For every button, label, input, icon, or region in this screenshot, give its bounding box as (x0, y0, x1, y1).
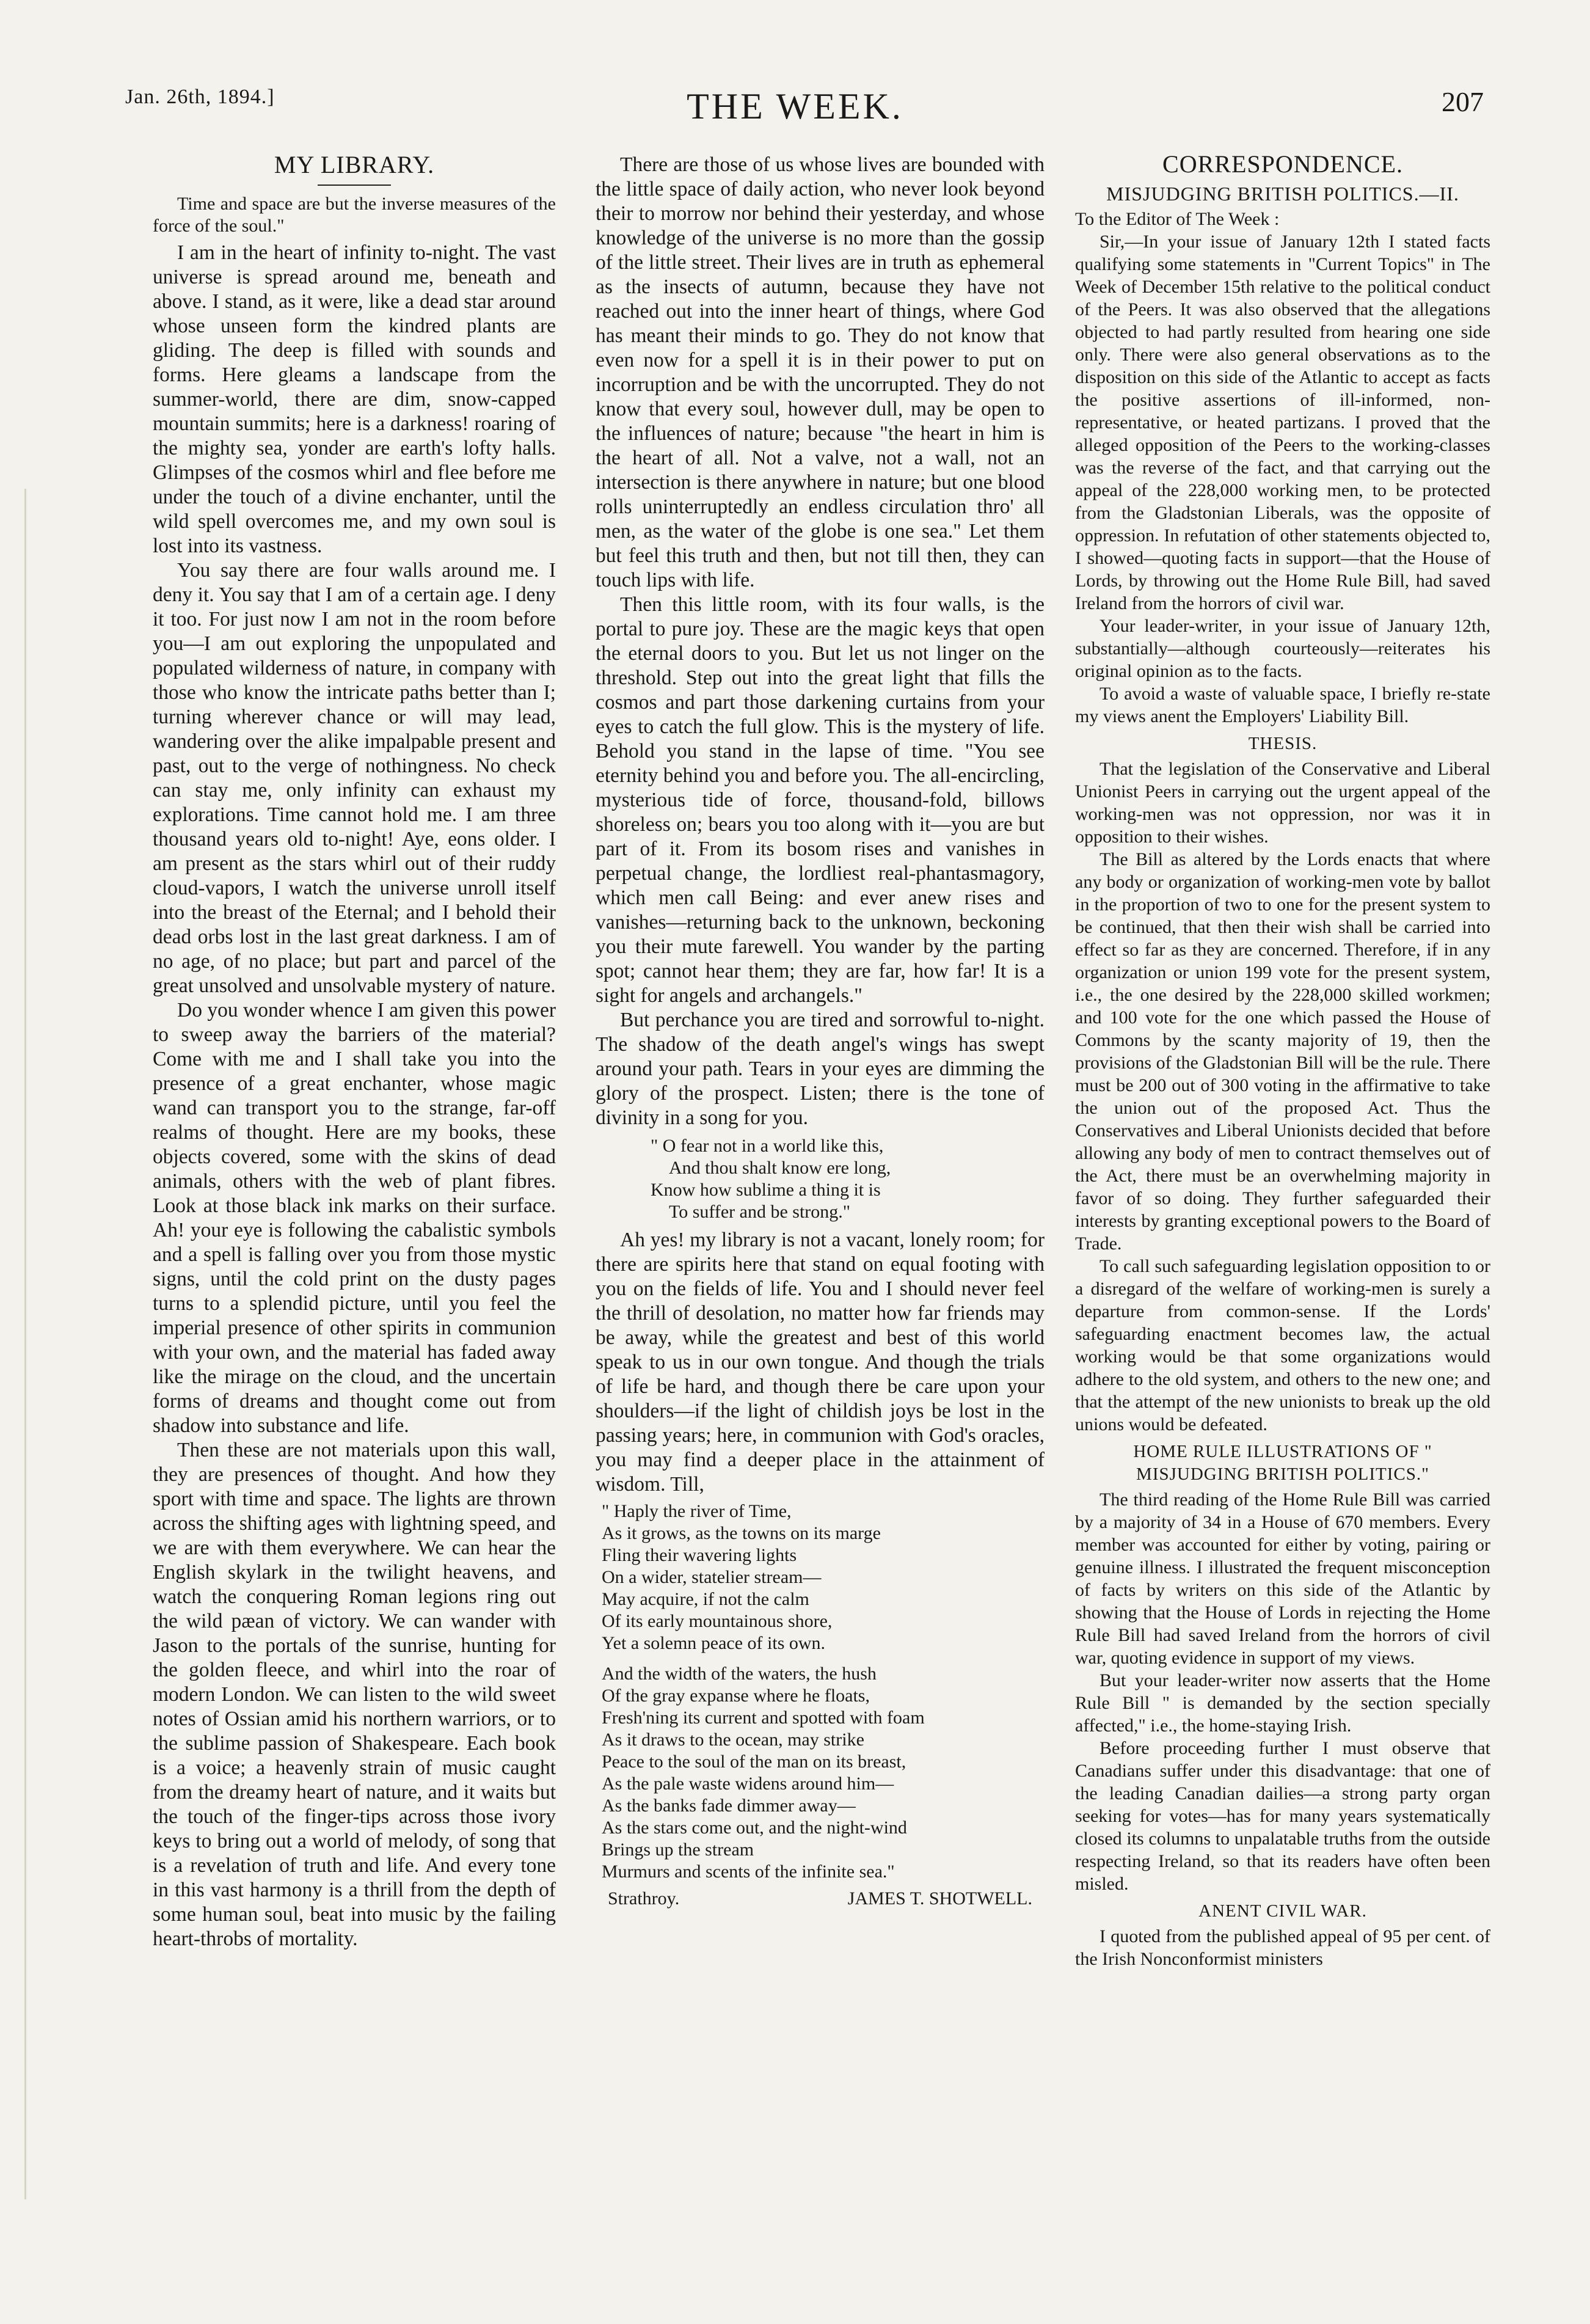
paragraph: Then these are not materials upon this wall, they are presences of thought. And how they sport with time and space. The lights are thrown across the shifting ages with lightning speed, and we are with them everywhere. We can hear the English skylark in the twilight heavens, and watch the conquering Roman legions ring out the wild pæan of victory. We can wander with Jason to the portals of the sunrise, hunting for the golden fleece, and whirl into the roar of modern London. We can listen to the wild sweet notes of Ossian amid his northern warriors, or to the sublime passion of Shakespeare. Each book is a voice; a heavenly strain of music caught from the dreamy heart of nature, and it waits but the touch of the finger-tips across those ivory keys to bring out a world of melody, of song that is a revelation of truth and life. And every tone in this vast harmony is a thrill from the depth of some human soul, beat into music by the failing heart-throbs of mortality. (153, 1439, 556, 1950)
verse-line: Fling their wavering lights (602, 1545, 797, 1565)
issue-date: Jan. 26th, 1894.] (125, 86, 275, 108)
paragraph: Then this little room, with its four walls, is the portal to pure joy. These are the magic keys that open the eternal doors to you. But let us not linger on the threshold. Step out into the great light that fills the cosmos and part those darkening curtains from your eyes to catch the full glow. This is the mystery of life. Behold you stand in the lapse of time. "You see eternity behind you and before you. The all-encircling, mysterious tide of force, thousand-fold, billows shoreless on; bears you too along with it—you are but part of it. From its bosom rises and vanishes in perpetual change, the lordliest real-phantasmagory, which men call Being: and ever anew rises and vanishes—returning back to the unknown, beckoning you their mute farewell. You wander by the parting spot; cannot hear them; they are far, how far! It is a sight for angels and archangels." (596, 593, 1045, 1007)
paragraph: Do you wonder whence I am given this power to sweep away the barriers of the material? Come with me and I shall take you into the presence of a great enchanter, whose magic wand can transport you to the strange, far-off realms of thought. Here are my books, these objects covered, some with the skins of dead animals, others with the web of plant fibres. Look at those black ink marks on their surface. Ah! your eye is following the cabalistic symbols and a spell is falling over you from those mystic signs, until the cold print on the dusty pages turns to a splendid picture, until you feel the imperial presence of other spirits in communion with your own, and the material has faded away like the mirage on the cloud, and the uncertain forms of dreams and thought come out from shadow into substance and life. (153, 999, 556, 1437)
paragraph: Ah yes! my library is not a vacant, lonely room; for there are spirits here that stand on equal footing with you on the fields of life. You and I should never feel the thrill of desolation, no matter how far friends may be away, while the greatest and best of this world speak to us in our own tongue. And though the trials of life be hard, and though there be care upon your shoulders—if the light of childish joys be lost in the passing years; here, in communion with God's oracles, you may find a deeper place in the attainment of wisdom. Till, (596, 1229, 1045, 1496)
article-heading: MY LIBRARY. (274, 151, 435, 178)
paragraph: That the legislation of the Conservative and Liberal Unionist Peers in carrying out the urgent appeal of the working-men was not oppression, nor was it in opposition to their wishes. (1075, 759, 1490, 847)
masthead-title: THE WEEK. (687, 86, 903, 126)
signature-author: JAMES T. SHOTWELL. (847, 1888, 1032, 1909)
verse-line: And the width of the waters, the hush (602, 1664, 877, 1684)
column-my-library-continued (596, 153, 1045, 1911)
verse-line: May acquire, if not the calm (602, 1589, 809, 1609)
salutation: To the Editor of The Week : (1075, 209, 1280, 229)
paragraph: Before proceeding further I must observe that Canadians suffer under this disadvantage: that one of the leading Canadian dailies—a strong party organ seeking for votes—has for many years systematically closed its columns to unpalatable truths from the outside respecting Ireland, so that its readers have often been misled. (1075, 1738, 1490, 1894)
verse-line: Murmurs and scents of the infinite sea." (602, 1862, 895, 1882)
illustrations-heading: HOME RULE ILLUSTRATIONS OF " MISJUDGING BRITISH POLITICS." (1133, 1442, 1432, 1484)
signature (596, 1887, 1045, 1911)
paragraph: The Bill as altered by the Lords enacts that where any body or organization of working-men vote by ballot in the proportion of two to one for the present system to be continued, that then their wish shall be carried into effect so far as they are concerned. Therefore, if in any organization or union 199 vote for the present system, i.e., the one desired by the 228,000 skilled workmen; and 100 vote for the one which passed the House of Commons by the scanty majority of 19, then the provisions of the Gladstonian Bill will be the rule. There must be 200 out of 300 voting in the affirmative to take the union out of the proposed Act. Thus the Conservatives and Liberal Unionists decided that before allowing any body of men to contract themselves out of the Act, there must be an overwhelming majority in favor of so doing. They further safeguarded their interests by granting exceptional powers to the Board of Trade. (1075, 849, 1490, 1254)
verse-line: As it draws to the ocean, may strike (602, 1730, 864, 1750)
column-correspondence (1075, 150, 1490, 1970)
paragraph: Sir,—In your issue of January 12th I stated facts qualifying some statements in "Current Topics" in The Week of December 15th relative to the political conduct of the Peers. It was also observed that the allegations objected to had partly resulted from hearing one side only. There were also general observations as to the disposition on this side of the Atlantic to accept as facts the positive assertions of ill-informed, non-representative, or heated partizans. I proved that the alleged opposition of the Peers to the working-classes was the reverse of the fact, and that carrying out the appeal of the 228,000 working men, to be protected from the Gladstonian Liberals, was the opposite of oppression. In refutation of other statements objected to, I showed—quoting facts in support—that the House of Lords, by throwing out the Home Rule Bill, had saved Ireland from the horrors of civil war. (1075, 232, 1490, 613)
paragraph: To avoid a waste of valuable space, I briefly re-state my views anent the Employers' Liability Bill. (1075, 684, 1490, 726)
heading-rule (318, 185, 391, 186)
verse-gap (602, 1654, 1045, 1663)
page-number: 207 (1442, 86, 1484, 117)
civil-war-heading: ANENT CIVIL WAR. (1198, 1901, 1367, 1921)
paragraph: I quoted from the published appeal of 95 per cent. of the Irish Nonconformist ministers (1075, 1926, 1490, 1969)
verse-line: " O fear not in a world like this, (651, 1136, 884, 1156)
paragraph: I am in the heart of infinity to-night. The vast universe is spread around me, beneath and above. I stand, as it were, like a dead star around whose unseen form the kindred plants are gliding. The deep is filled with sounds and forms. Here gleams a landscape from the summer-world, there are dim, snow-capped mountain summits; here is a darkness! roaring of the mighty sea, yonder are earth's lofty halls. Glimpses of the cosmos whirl and flee before me under the touch of a divine enchanter, until the wild spell overcomes me, and my own soul is lost into its vastness. (153, 241, 556, 557)
signature-place: Strathroy. (608, 1888, 680, 1909)
verse-line: Of its early mountainous shore, (602, 1611, 833, 1631)
verse-line: Of the gray expanse where he floats, (602, 1686, 870, 1706)
paragraph: But perchance you are tired and sorrowful to-night. The shadow of the death angel's wings has swept around your path. Tears in your eyes are dimming the glory of the prospect. Listen; there is the tone of divinity in a song for you. (596, 1009, 1045, 1129)
epigraph: Time and space are but the inverse measures of the force of the soul." (153, 194, 556, 236)
verse-quote (651, 1135, 1045, 1223)
verse-line: And thou shalt know ere long, (669, 1158, 891, 1178)
verse-line: " Haply the river of Time, (602, 1501, 792, 1521)
paragraph: There are those of us whose lives are bounded with the little space of daily action, who never look beyond their to morrow nor behind their yesterday, and whose knowledge of the universe is no more than the gossip of the little street. Their lives are in truth as ephemeral as the insects of autumn, because they have not reached out into the inner heart of things, where God has meant their minds to go. They do not know that even now for a spell it is in their power to put on incorruption and be with the uncorrupted. They do not know that every soul, however dull, may be open to the influences of nature; because "the heart in him is the heart of all. Not a valve, not a wall, not an intersection is there anywhere in nature; but one blood rolls uninterruptedly an endless circulation thro' all men, as the water of the globe is one sea." Let them but feel this truth and then, but not till then, they can touch lips with life. (596, 153, 1045, 591)
verse-line: On a wider, statelier stream— (602, 1567, 822, 1587)
paragraph: You say there are four walls around me. I deny it. You say that I am of a certain age. I deny it too. For just now I am not in the room before you—I am out exploring the unpopulated and populated wilderness of nature, in company with those who know the intricate paths better than I; turning wherever chance or will may lead, wandering over the alike impalpable present and past, out to the verge of nothingness. No check can stay me, only infinity can exhaust my explorations. Time cannot hold me. I am three thousand years old to-night! Aye, eons older. I am present as the stars whirl out of their ruddy cloud-vapors, I watch the universe unroll itself into the breast of the Eternal; and I behold their dead orbs lost in the last great darkness. I am of no age, of no place; but part and parcel of the great unsolved and unsolvable mystery of nature. (153, 559, 556, 997)
paragraph: But your leader-writer now asserts that the Home Rule Bill " is demanded by the section specially affected," i.e., the home-staying Irish. (1075, 1670, 1490, 1736)
verse-line: As the pale waste widens around him— (602, 1774, 894, 1794)
verse-line: Peace to the soul of the man on its breast, (602, 1752, 906, 1772)
paragraph: Your leader-writer, in your issue of January 12th, substantially—although courteously—reiterates his original opinion as to the facts. (1075, 616, 1490, 681)
section-heading: CORRESPONDENCE. (1162, 150, 1403, 178)
verse-line: To suffer and be strong." (669, 1202, 851, 1222)
verse-poem (602, 1500, 1045, 1883)
column-my-library (153, 153, 556, 1951)
verse-line: Fresh'ning its current and spotted with foam (602, 1708, 925, 1728)
letter-title: MISJUDGING BRITISH POLITICS.—II. (1106, 183, 1459, 205)
verse-line: As the stars come out, and the night-wind (602, 1818, 907, 1838)
verse-line: Brings up the stream (602, 1840, 754, 1860)
thesis-heading: THESIS. (1248, 734, 1318, 753)
verse-line: Know how sublime a thing it is (651, 1180, 881, 1200)
verse-line: As the banks fade dimmer away— (602, 1796, 856, 1816)
verse-line: As it grows, as the towns on its marge (602, 1523, 881, 1543)
verse-line: Yet a solemn peace of its own. (602, 1633, 826, 1653)
paragraph: The third reading of the Home Rule Bill was carried by a majority of 34 in a House of 670 members. Every member was accounted for either by voting, pairing or genuine illness. I illustrated the frequent misconception of facts by writers on this side of the Atlantic by showing that the House of Lords in rejecting the Home Rule Bill had saved Ireland from the horrors of civil war, quoting evidence in support of my views. (1075, 1489, 1490, 1668)
paragraph: To call such safeguarding legislation opposition to or a disregard of the welfare of working-men is surely a departure from common-sense. If the Lords' safeguarding enactment becomes law, the actual working would be that some organizations would adhere to the old system, and others to the new one; and that the attempt of the new unionists to break up the old unions would be defeated. (1075, 1256, 1490, 1434)
binding-edge (6, 489, 26, 2199)
